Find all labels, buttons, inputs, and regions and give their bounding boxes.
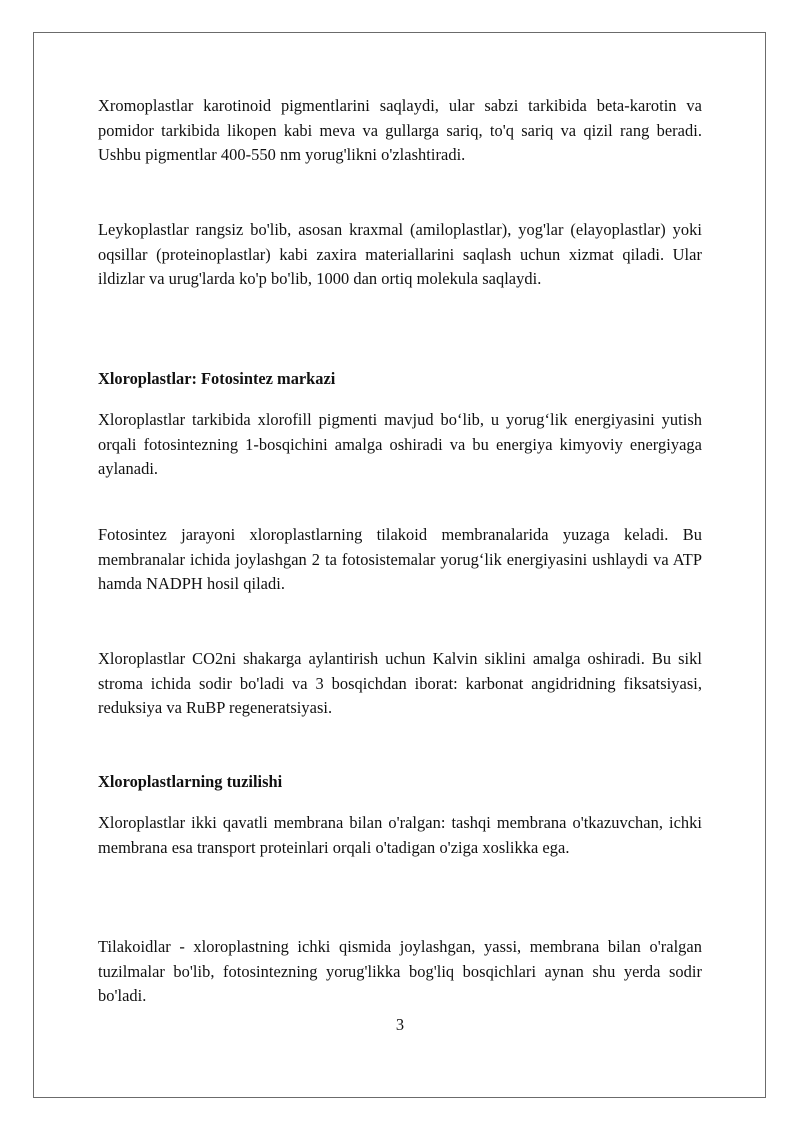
page-number: 3: [395, 1015, 405, 1034]
paragraph-double-membrane: Xloroplastlar ikki qavatli membrana bilan o'ralgan: tashqi membrana o'tkazuvchan, ichki membrana esa transport proteinlari orqali o'tadigan o'ziga xoslikka ega.: [98, 813, 702, 857]
paragraph-leucoplasts: Leykoplastlar rangsiz bo'lib, asosan kraxmal (amiloplastlar), yog'lar (elayoplastlar) yoki oqsillar (proteinoplastlar) kabi zaxira materiallarini saqlash uchun xizmat qiladi. Ular ildizlar va urug'larda ko'p bo'lib, 1000 dan ortiq molekula saqlaydi.: [98, 220, 702, 289]
paragraph-thylakoid-membranes: Fotosintez jarayoni xloroplastlarning tilakoid membranalarida yuzaga keladi. Bu membranalar ichida joylashgan 2 ta fotosistemalar yorug‘lik energiyasini ushlaydi va ATP hamda NADPH hosil qiladi.: [98, 525, 702, 594]
heading-chloroplasts-photosynthesis: Xloroplastlar: Fotosintez markazi: [98, 369, 336, 388]
paragraph-chlorophyll: Xloroplastlar tarkibida xlorofill pigmenti mavjud bo‘lib, u yorug‘lik energiyasini yutish orqali fotosintezning 1-bosqichini amalga oshiradi va bu energiya kimyoviy energiyaga aylanadi.: [98, 410, 702, 479]
heading-chloroplast-structure: Xloroplastlarning tuzilishi: [98, 772, 283, 791]
paragraph-calvin-cycle: Xloroplastlar CO2ni shakarga aylantirish uchun Kalvin siklini amalga oshiradi. Bu sikl stroma ichida sodir bo'ladi va 3 bosqichdan iborat: karbonat angidridning fiksatsiyasi, reduksiya va RuBP regeneratsiyasi.: [98, 649, 702, 718]
paragraph-thylakoids: Tilakoidlar - xloroplastning ichki qismida joylashgan, yassi, membrana bilan o'ralgan tuzilmalar bo'lib, fotosintezning yorug'likka bog'liq bosqichlari aynan shu yerda sodir bo'ladi.: [98, 937, 702, 1006]
paragraph-chromoplasts: Xromoplastlar karotinoid pigmentlarini saqlaydi, ular sabzi tarkibida beta-karotin va pomidor tarkibida likopen kabi meva va gullarga sariq, to'q sariq va qizil rang beradi. Ushbu pigmentlar 400-550 nm yorug'likni o'zlashtiradi.: [98, 96, 702, 165]
